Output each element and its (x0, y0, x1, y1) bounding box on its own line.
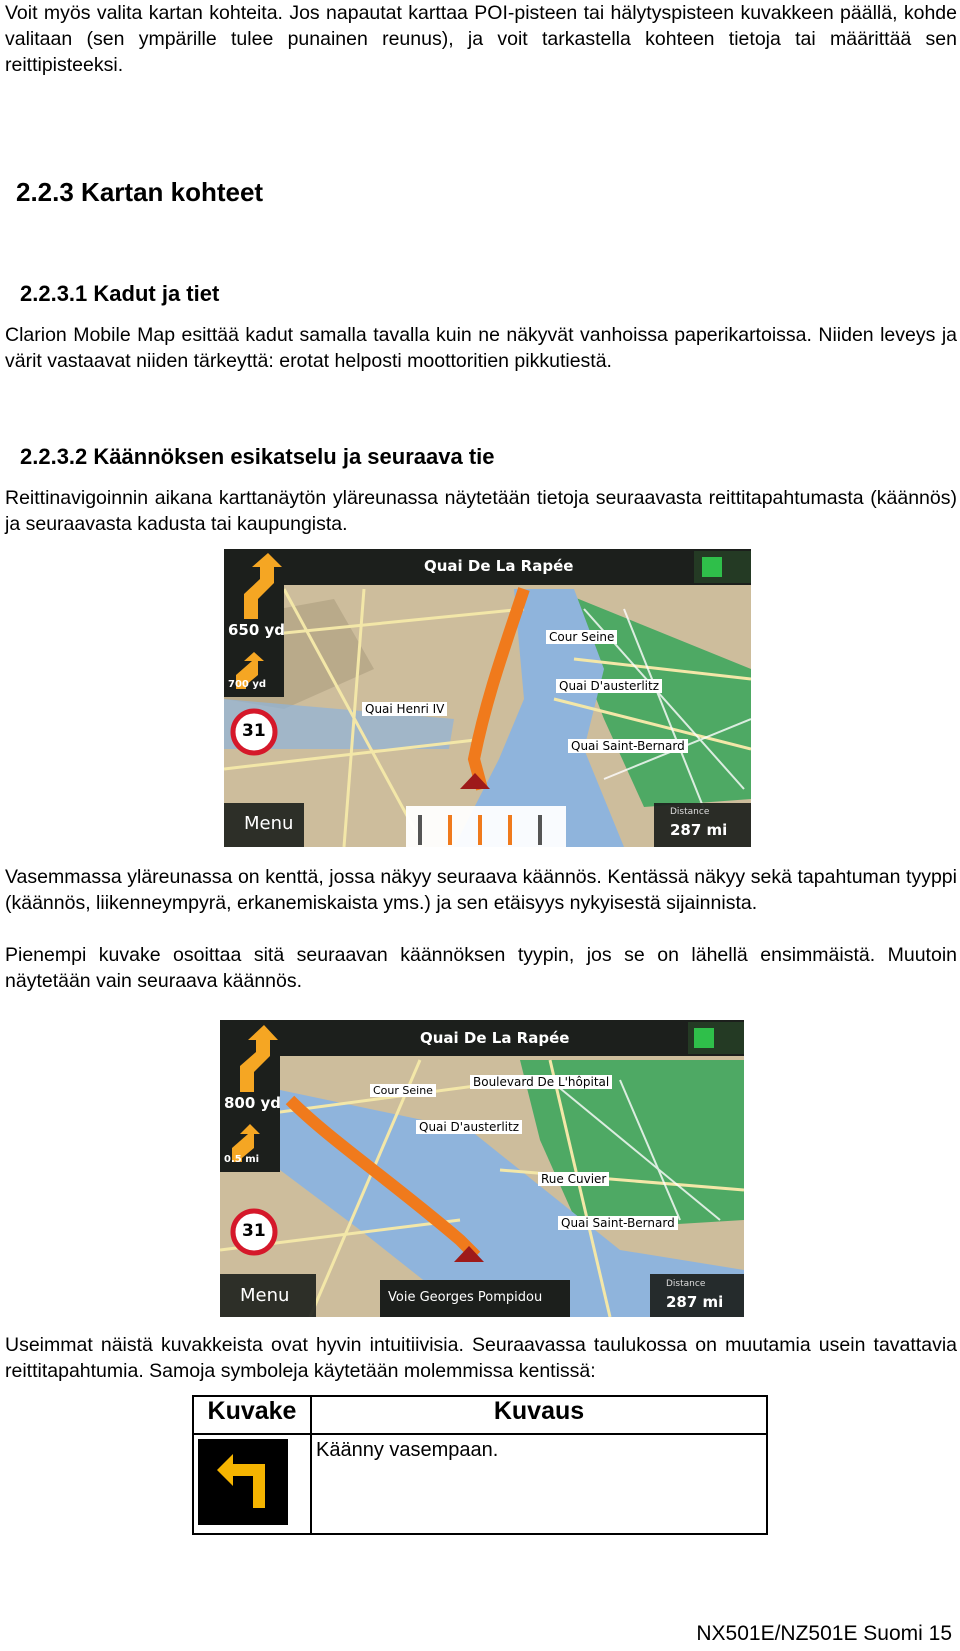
paragraph-turn-field: Vasemmassa yläreunassa on kenttä, jossa näkyy seuraava käännös. Kentässä näkyy sekä tapahtuman tyyppi (käännös, liikenneympyrä, erkanemiskaista yms.) ja sen etäisyys nykyisestä sijainnista. (5, 866, 957, 914)
map-label: Quai Henri IV (362, 702, 447, 716)
next-turn-distance: 700 yd (228, 679, 267, 690)
table-header-icon: Kuvake (193, 1396, 311, 1434)
icon-cell (193, 1434, 311, 1534)
subsection-heading-2: 2.2.3.2 Käännöksen esikatselu ja seuraava tie (20, 444, 495, 469)
intro-paragraph: Voit myös valita kartan kohteita. Jos napautat karttaa POI-pisteen tai hälytyspisteen kuvakkeen päällä, kohde valitaan (sen ympärille tulee punainen reunus), ja voit tarkastella kohteen tietoja tai määrittää sen reittipisteeksi. (5, 2, 957, 76)
distance-label: Distance (670, 807, 710, 817)
map-label: Quai Saint-Bernard (568, 739, 688, 753)
table-cell-description: Käänny vasempaan. (311, 1434, 767, 1534)
subsection-text-2: Reittinavigoinnin aikana karttanäytön yläreunassa näytetään tietoja seuraavasta reittitapahtumasta (käännös) ja seuraavasta kadusta tai kaupungista. (5, 487, 957, 535)
turn-distance: 800 yd (224, 1094, 282, 1112)
distance-value: 287 mi (666, 1293, 724, 1311)
next-turn-distance: 0.5 mi (224, 1154, 260, 1165)
top-street-label: Quai De La Rapée (420, 1029, 570, 1047)
menu-button[interactable]: Menu (240, 1285, 290, 1306)
navigation-screenshot-2 (220, 1020, 744, 1317)
speed-limit: 31 (242, 721, 266, 741)
route-event-table (192, 1395, 768, 1535)
turn-left-icon (198, 1439, 288, 1525)
page-footer: NX501E/NZ501E Suomi 15 (696, 1622, 952, 1645)
top-street-label: Quai De La Rapée (424, 557, 574, 575)
speed-limit: 31 (242, 1221, 266, 1241)
map-label: Rue Cuvier (538, 1172, 609, 1186)
paragraph-icons-intro: Useimmat näistä kuvakkeista ovat hyvin intuitiivisia. Seuraavassa taulukossa on muutamia usein tavattavia reittitapahtumia. Samoja symboleja käytetään molemmissa kentissä: (5, 1334, 957, 1382)
distance-value: 287 mi (670, 821, 728, 839)
subsection-heading-1: 2.2.3.1 Kadut ja tiet (20, 281, 220, 306)
map-label: Quai Saint-Bernard (558, 1216, 678, 1230)
map-label: Quai D'austerlitz (416, 1120, 522, 1134)
map-label: Cour Seine (546, 630, 617, 644)
turn-distance: 650 yd (228, 621, 286, 639)
map-label: Boulevard De L'hôpital (470, 1075, 612, 1089)
table-header-description: Kuvaus (311, 1396, 767, 1434)
menu-button[interactable]: Menu (244, 813, 294, 834)
map-label: Quai D'austerlitz (556, 679, 662, 693)
subsection-text-1: Clarion Mobile Map esittää kadut samalla tavalla kuin ne näkyvät vanhoissa paperikartoissa. Niiden leveys ja värit vastaavat niiden tärkeyttä: erotat helposti moottoritien pikkutiestä. (5, 324, 957, 372)
map-label: Cour Seine (370, 1084, 436, 1097)
bottom-street-label: Voie Georges Pompidou (388, 1290, 543, 1305)
distance-label: Distance (666, 1279, 706, 1289)
section-heading: 2.2.3 Kartan kohteet (16, 177, 264, 207)
navigation-screenshot-1 (224, 549, 751, 847)
paragraph-smaller-icon: Pienempi kuvake osoittaa sitä seuraavan käännöksen tyypin, jos se on lähellä ensimmäistä. Muutoin näytetään vain seuraava käännös. (5, 944, 957, 992)
table-row (193, 1434, 767, 1534)
